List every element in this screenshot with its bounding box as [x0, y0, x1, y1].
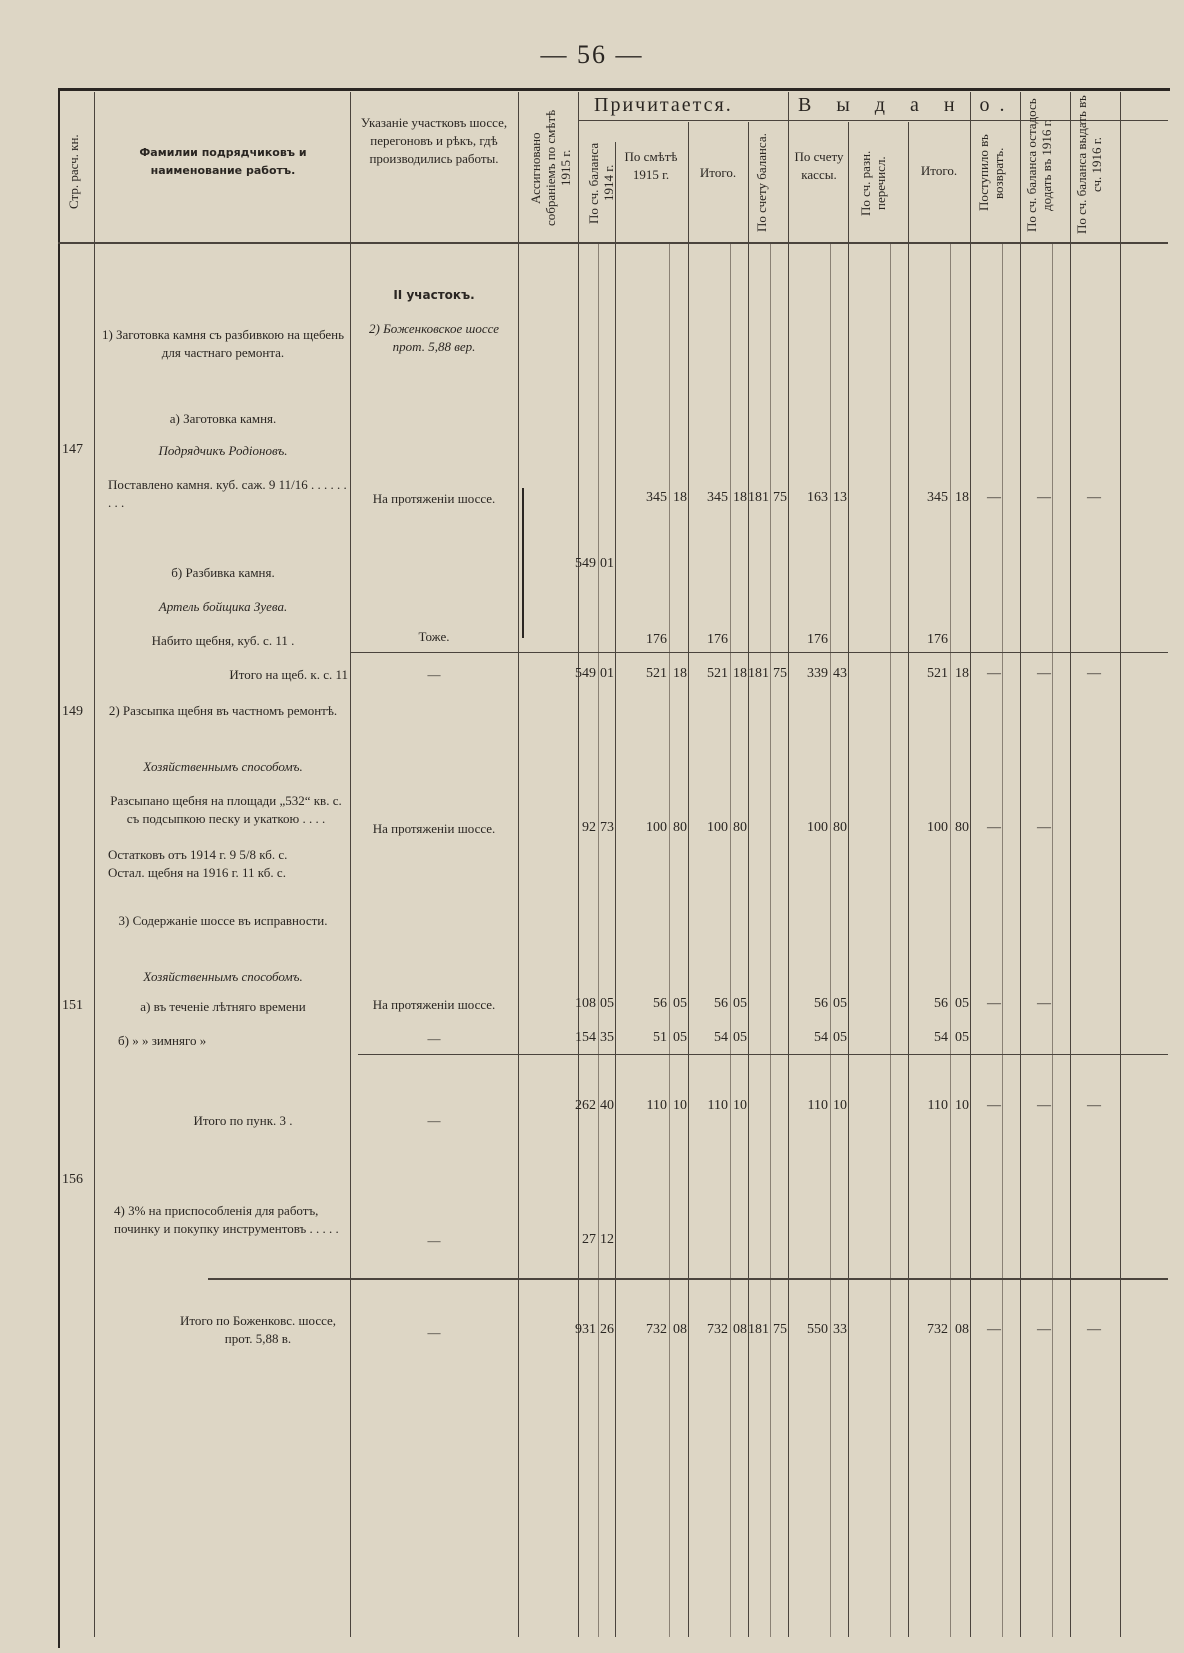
header-bottom-rule [58, 242, 1168, 244]
kop-divider [1052, 242, 1053, 1637]
cell: 100 [927, 820, 948, 835]
top-rule [58, 88, 1170, 91]
cell-dash: — [1037, 1098, 1051, 1113]
col-divider [908, 122, 909, 1637]
along-road-3: На протяженіи шоссе. [372, 997, 496, 1012]
col-divider [788, 92, 789, 1637]
page-number: — 56 — [540, 40, 644, 69]
cell: 80 [955, 820, 969, 835]
col-divider [1020, 92, 1021, 1637]
cell: 73 [600, 820, 614, 835]
cell: 05 [733, 1030, 747, 1045]
cell: 181 [748, 666, 769, 681]
header-page: Стр. расч. кн. [66, 134, 81, 210]
header-iss-misc: По сч. разн. перечисл. [858, 150, 888, 216]
kop-divider [890, 242, 891, 1637]
cell: 05 [600, 996, 614, 1011]
cell: 110 [646, 1098, 667, 1113]
item1-title: 1) Заготовка камня съ разбивкою на щебень для частнаго ремонта. [101, 327, 345, 360]
cell: 345 [927, 490, 948, 505]
cell: 75 [773, 1322, 787, 1337]
section-title: II участокъ. [393, 288, 475, 302]
item3a: а) въ теченіе лѣтняго времени [140, 999, 306, 1014]
col-divider [748, 122, 749, 1637]
header-sites: Указаніе участковъ шоссе, перегоновъ и рѣкъ, гдѣ производились работы. [360, 115, 508, 166]
cell: 05 [733, 996, 747, 1011]
header-due-balance: По сч. баланса 1914 г. [586, 142, 616, 224]
cell-dash: — [1087, 1098, 1101, 1113]
cell: 931 [575, 1322, 596, 1337]
cell: 08 [673, 1322, 687, 1337]
cell: 05 [833, 1030, 847, 1045]
cell: 08 [733, 1322, 747, 1337]
cell: 40 [600, 1098, 614, 1113]
cell: 100 [646, 820, 667, 835]
cell: 80 [833, 820, 847, 835]
cell: 345 [707, 490, 728, 505]
item2: 2) Разсыпка щебня въ частномъ ремонтѣ. [108, 703, 338, 718]
by-economy-2: Хозяйственнымъ способомъ. [143, 969, 303, 984]
col-divider [578, 92, 579, 1637]
cell: 54 [934, 1030, 948, 1045]
cell: 01 [600, 666, 614, 681]
item3: 3) Содержаніе шоссе въ исправности. [118, 913, 328, 928]
cell: 05 [955, 1030, 969, 1045]
cell: 108 [575, 996, 596, 1011]
cell: 110 [807, 1098, 828, 1113]
header-issued-group: В ы д а н о. [798, 94, 1015, 116]
page-ref: 151 [62, 998, 83, 1013]
spread-desc: Разсыпано щебня на площади „532“ кв. с. съ подсыпкою песку и укаткою . . . . [110, 793, 342, 826]
contractor-a: Подрядчикъ Родіоновъ. [158, 443, 288, 458]
row-rule [350, 652, 1168, 653]
page-ref: 156 [62, 1172, 83, 1187]
contractor-b: Артель бойщика Зуева. [158, 599, 288, 614]
remainder-1916: Остал. щебня на 1916 г. 11 кб. с. [108, 865, 286, 880]
item4: 4) 3% на приспособленія для работъ, починку и покупку инструментовъ . . . . . [114, 1203, 339, 1236]
kop-divider [598, 242, 599, 1637]
cell-dash: — [1037, 1322, 1051, 1337]
cell: 27 [582, 1232, 596, 1247]
col-divider [94, 92, 95, 1637]
delivered: Поставлено камня. куб. саж. 9 11/16 . . . . . . . . . [108, 477, 347, 510]
kop-divider [770, 242, 771, 1637]
cell: 35 [600, 1030, 614, 1045]
col-divider [848, 122, 849, 1637]
cell: 549 [575, 666, 596, 681]
cell: 56 [934, 996, 948, 1011]
header-add: По сч. баланса остадось додать въ 1916 г. [1024, 98, 1054, 232]
row-rule [358, 1054, 1168, 1055]
cell: 10 [673, 1098, 687, 1113]
cell-dash: — [1087, 666, 1101, 681]
cell: 521 [646, 666, 667, 681]
dash-sites: — [427, 1325, 441, 1340]
cell: 92 [582, 820, 596, 835]
cell: 80 [673, 820, 687, 835]
cell: 100 [707, 820, 728, 835]
cell: 43 [833, 666, 847, 681]
col-divider [615, 142, 616, 1637]
cell: 10 [833, 1098, 847, 1113]
cell-dash: — [987, 1322, 1001, 1337]
header-iss-balance: По счету баланса. [754, 133, 769, 233]
header-assigned: Ассигновано собраніемъ по смѣтѣ 1915 г. [528, 109, 573, 227]
cell: 732 [927, 1322, 948, 1337]
same: Тоже. [418, 629, 450, 644]
cell: 345 [646, 490, 667, 505]
cell: 549 [575, 556, 596, 571]
cell-dash: — [987, 666, 1001, 681]
remainder-1914: Остатковъ отъ 1914 г. 9 5/8 кб. с. [108, 847, 288, 862]
dash-sites: — [427, 1233, 441, 1248]
header-due-total: Итого. [699, 165, 737, 180]
header-iss-total: Итого. [920, 163, 958, 178]
cell: 05 [955, 996, 969, 1011]
kop-divider [1002, 242, 1003, 1637]
cell-dash: — [1037, 666, 1051, 681]
cell-dash: — [987, 820, 1001, 835]
cell: 75 [773, 490, 787, 505]
cell: 163 [807, 490, 828, 505]
cell-dash: — [1087, 490, 1101, 505]
header-pay: По сч. баланса выдать въ сч. 1916 г. [1074, 95, 1104, 235]
cell: 56 [653, 996, 667, 1011]
cell: 12 [600, 1232, 614, 1247]
cell-dash: — [987, 996, 1001, 1011]
cell: 18 [955, 666, 969, 681]
crushed: Набито щебня, куб. с. 11 . [151, 633, 295, 648]
cell: 13 [833, 490, 847, 505]
kop-divider [950, 242, 951, 1637]
header-due-group: Причитается. [594, 94, 733, 116]
cell: 54 [714, 1030, 728, 1045]
cell: 05 [673, 1030, 687, 1045]
grand-total-label: Итого по Боженковс. шоссе, прот. 5,88 в. [179, 1313, 337, 1346]
cell: 56 [714, 996, 728, 1011]
col-divider [1120, 92, 1121, 1637]
cell: 100 [807, 820, 828, 835]
row-rule [208, 1278, 1168, 1280]
cell-dash: — [987, 1098, 1001, 1113]
kop-divider [669, 242, 670, 1637]
dash-sites: — [427, 1113, 441, 1128]
cell: 01 [600, 556, 614, 571]
col-divider [350, 92, 351, 1637]
cell: 05 [673, 996, 687, 1011]
cell: 521 [927, 666, 948, 681]
cell: 51 [653, 1030, 667, 1045]
cell: 10 [955, 1098, 969, 1113]
col-divider [518, 92, 519, 1637]
cell: 732 [707, 1322, 728, 1337]
cell: 18 [733, 490, 747, 505]
page-ref: 147 [62, 442, 83, 457]
cell: 732 [646, 1322, 667, 1337]
col-divider [1070, 92, 1071, 1637]
along-road-a: На протяженіи шоссе. [372, 491, 496, 506]
page-ref: 149 [62, 704, 83, 719]
col-divider [970, 92, 971, 1637]
header-names: Фамилии подрядчиковъ и наименование работъ. [139, 146, 307, 177]
item1a: а) Заготовка камня. [169, 411, 277, 426]
header-iss-cash: По счету кассы. [794, 149, 844, 182]
dash-sites: — [427, 667, 441, 682]
total-item3: Итого по пунк. 3 . [193, 1113, 293, 1128]
kop-divider [830, 242, 831, 1637]
cell: 18 [955, 490, 969, 505]
cell: 262 [575, 1098, 596, 1113]
cell: 10 [733, 1098, 747, 1113]
cell: 18 [673, 490, 687, 505]
cell: 176 [646, 632, 667, 647]
along-road-2: На протяженіи шоссе. [372, 821, 496, 836]
by-economy: Хозяйственнымъ способомъ. [143, 759, 303, 774]
cell: 18 [673, 666, 687, 681]
cell: 176 [707, 632, 728, 647]
cell-dash: — [1037, 820, 1051, 835]
cell: 80 [733, 820, 747, 835]
dash-sites: — [427, 1031, 441, 1046]
header-returned: Поступило въ возвратъ. [976, 134, 1006, 212]
cell: 181 [748, 490, 769, 505]
col-divider [688, 122, 689, 1637]
cell: 18 [733, 666, 747, 681]
cell: 176 [807, 632, 828, 647]
cell: 54 [814, 1030, 828, 1045]
cell: 26 [600, 1322, 614, 1337]
cell: 56 [814, 996, 828, 1011]
total-crushed: Итого на щеб. к. с. 11 [229, 667, 348, 682]
cell: 521 [707, 666, 728, 681]
cell: 110 [927, 1098, 948, 1113]
cell: 339 [807, 666, 828, 681]
cell: 550 [807, 1322, 828, 1337]
cell: 33 [833, 1322, 847, 1337]
cell-dash: — [1037, 490, 1051, 505]
cell-dash: — [1037, 996, 1051, 1011]
cell-dash: — [987, 490, 1001, 505]
cell: 110 [707, 1098, 728, 1113]
cell: 08 [955, 1322, 969, 1337]
item1b: б) Разбивка камня. [171, 565, 275, 580]
road-name: 2) Боженковское шоссе прот. 5,88 вер. [369, 321, 499, 354]
cell: 154 [575, 1030, 596, 1045]
cell: 181 [748, 1322, 769, 1337]
ledger-table [58, 92, 1168, 1637]
cell: 05 [833, 996, 847, 1011]
kop-divider [730, 242, 731, 1637]
item3b: б) » » зимняго » [118, 1033, 207, 1048]
cell: 75 [773, 666, 787, 681]
cell: 176 [927, 632, 948, 647]
header-due-estimate: По смѣтѣ 1915 г. [624, 149, 678, 182]
cell-dash: — [1087, 1322, 1101, 1337]
